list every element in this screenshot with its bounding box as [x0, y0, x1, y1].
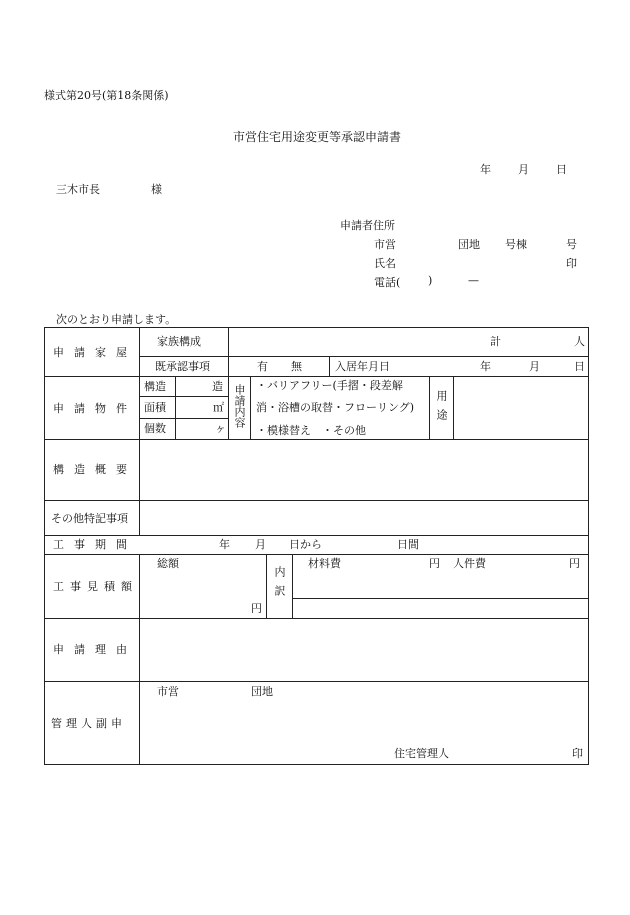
label-jutaku-kanrinin: 住宅管理人: [394, 747, 449, 760]
label-nin: 人: [574, 335, 585, 348]
label-shinsei-kaoku: 申請家屋: [53, 346, 137, 359]
label-kishonin: 既承認事項: [155, 360, 210, 373]
applicant-address-label: 申請者住所: [340, 219, 395, 232]
content-line-1: ・バリアフリー(手摺・段差解: [256, 379, 403, 392]
unit-ke: ヶ: [215, 422, 226, 435]
option-mu: 無: [291, 360, 302, 373]
applicant-phone-label: 電話(: [374, 276, 401, 289]
label-nyukyo: 入居年月日: [335, 360, 390, 373]
document-title: 市営住宅用途変更等承認申請書: [233, 130, 402, 144]
applicant-phone-dash: —: [468, 274, 479, 287]
label-sonota: その他特記事項: [51, 512, 128, 525]
label-kosu: 個数: [144, 422, 166, 435]
applicant-name-label: 氏名: [374, 257, 396, 270]
label-zairyohi: 材料費: [308, 557, 341, 570]
label-kazoku-kosei: 家族構成: [157, 335, 201, 348]
application-form-table: [44, 327, 589, 765]
kikan-from-label: 日から: [289, 538, 322, 551]
label-shinsei-naiyo: 申請内容: [233, 384, 246, 428]
form-number: 様式第20号(第18条関係): [44, 89, 169, 102]
label-kozo: 構造: [144, 380, 166, 393]
label-koji-kikan: 工事期間: [53, 538, 137, 551]
label-jinkenhi: 人件費: [453, 557, 486, 570]
addressee: 三木市長: [56, 183, 100, 196]
label-kanrinin: 管理人副申: [51, 717, 126, 730]
applicant-gouto: 号棟: [505, 238, 527, 251]
kikan-month-label: 月: [255, 538, 266, 551]
honorific: 様: [151, 183, 162, 196]
zairyohi-yen: 円: [429, 557, 440, 570]
label-kei: 計: [490, 335, 501, 348]
nyukyo-month-label: 月: [529, 360, 540, 373]
kanri-shiei: 市営: [157, 685, 179, 698]
applicant-gou: 号: [566, 238, 577, 251]
nyukyo-day-label: 日: [574, 360, 585, 373]
date-day-label: 日: [556, 163, 567, 176]
nyukyo-year-label: 年: [480, 360, 491, 373]
label-yoto: 用途: [435, 390, 448, 428]
jinkenhi-yen: 円: [569, 557, 580, 570]
sogaku-yen: 円: [251, 602, 262, 615]
applicant-phone-close: ): [428, 274, 433, 287]
date-month-label: 月: [518, 163, 529, 176]
label-sogaku: 総額: [157, 557, 179, 570]
label-koji-mitsumori: 工事見積額: [53, 580, 138, 593]
unit-m2: ㎡: [213, 401, 224, 414]
intro-text: 次のとおり申請します。: [56, 313, 177, 326]
label-menseki: 面積: [144, 401, 166, 414]
kikan-year-label: 年: [219, 538, 230, 551]
content-line-2: 消・浴槽の取替・フローリング): [256, 401, 415, 414]
label-shinsei-bukken: 申請物件: [53, 402, 137, 415]
kanri-danchi: 団地: [251, 685, 273, 698]
unit-zou: 造: [212, 380, 223, 393]
applicant-city: 市営: [374, 238, 396, 251]
content-line-3: ・模様替え ・その他: [256, 424, 366, 437]
label-shinsei-riyu: 申請理由: [53, 643, 137, 656]
option-yu: 有: [257, 360, 268, 373]
label-kozo-gaiyo: 構造概要: [53, 463, 137, 476]
date-year-label: 年: [480, 163, 491, 176]
label-uchiwake: 内訳: [273, 566, 286, 604]
kikan-days-label: 日間: [397, 538, 419, 551]
applicant-danchi: 団地: [458, 238, 480, 251]
applicant-seal: 印: [566, 257, 577, 270]
kanri-seal: 印: [572, 747, 583, 760]
